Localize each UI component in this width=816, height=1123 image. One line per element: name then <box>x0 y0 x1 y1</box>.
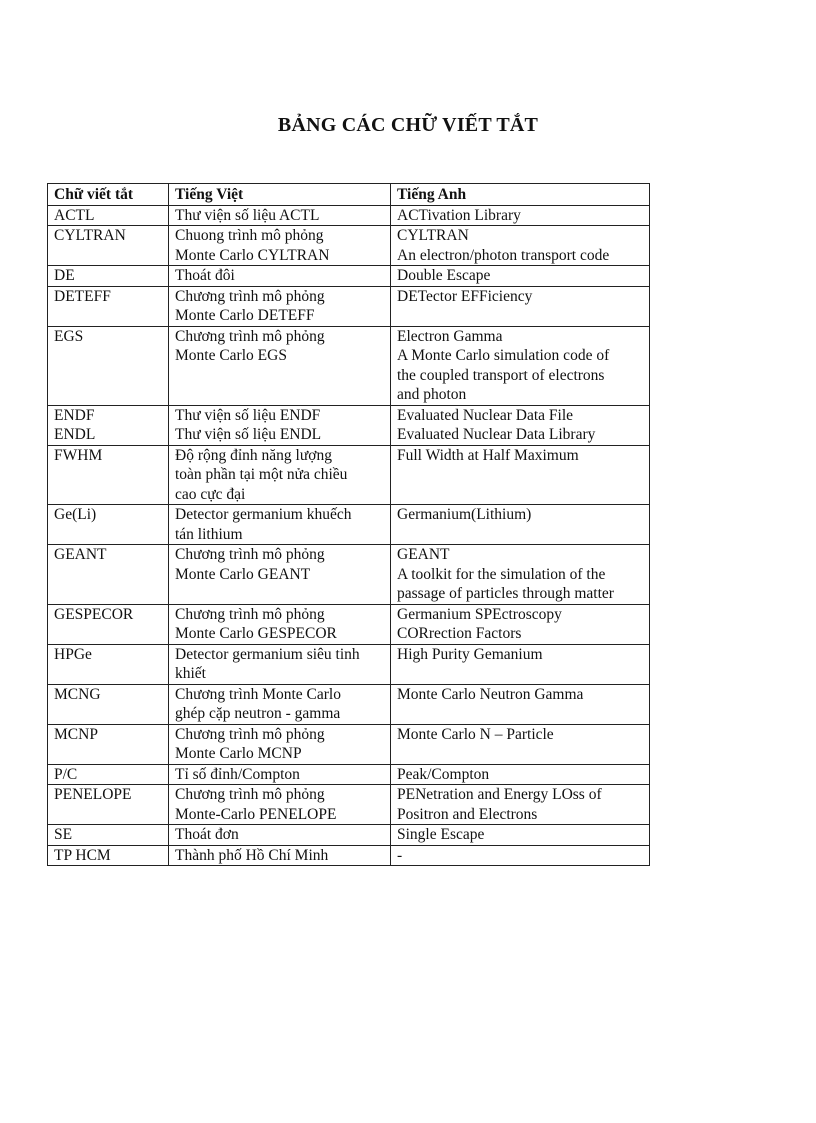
cell-text-line: TP HCM <box>54 846 111 864</box>
english-cell <box>391 286 650 326</box>
table-row <box>48 205 650 226</box>
cell-text-line: khiết <box>175 665 206 682</box>
cell-text-line: MCNP <box>54 725 98 743</box>
english-cell <box>391 825 650 846</box>
abbreviation-cell <box>48 825 169 846</box>
cell-text-line: DETector EFFiciency <box>397 287 533 305</box>
header-english: Tiếng Anh <box>391 184 650 206</box>
cell-text-line: FWHM <box>54 446 103 464</box>
cell-text-line: Detector germanium khuếch <box>175 506 352 523</box>
cell-text-line: cao cực đại <box>175 485 246 503</box>
table-header-row <box>48 184 650 206</box>
cell-text-line: EGS <box>54 327 84 345</box>
abbreviation-cell <box>48 226 169 266</box>
cell-text-line: Monte Carlo CYLTRAN <box>175 246 330 264</box>
english-cell <box>391 724 650 764</box>
table-row <box>48 545 650 605</box>
cell-text-line: P/C <box>54 765 78 783</box>
table-row <box>48 785 650 825</box>
english-cell <box>391 644 650 684</box>
cell-text-line: Chuong trình mô phỏng <box>175 227 324 244</box>
vietnamese-cell <box>169 845 391 866</box>
cell-text-line: Single Escape <box>397 826 485 843</box>
english-cell <box>391 764 650 785</box>
cell-text-line: SE <box>54 826 73 843</box>
cell-text-line: the coupled transport of electrons <box>397 366 605 384</box>
english-cell <box>391 226 650 266</box>
cell-text-line: Thành phố Hồ Chí Minh <box>175 846 329 864</box>
abbreviation-cell <box>48 604 169 644</box>
vietnamese-cell <box>169 644 391 684</box>
abbreviation-cell <box>48 545 169 605</box>
cell-text-line: Chương trình mô phỏng <box>175 786 325 803</box>
cell-text-line: Electron Gamma <box>397 327 503 345</box>
abbreviation-cell <box>48 684 169 724</box>
cell-text-line: Full Width at Half Maximum <box>397 446 579 464</box>
english-cell <box>391 445 650 505</box>
cell-text-line: passage of particles through matter <box>397 585 614 602</box>
cell-text-line: tán lithium <box>175 525 243 543</box>
cell-text-line: ACTivation Library <box>397 206 521 224</box>
table-row <box>48 405 650 445</box>
cell-text-line: Chương trình mô phỏng <box>175 725 325 743</box>
vietnamese-cell <box>169 405 391 445</box>
english-cell <box>391 684 650 724</box>
cell-text-line: Thoát đơn <box>175 826 239 843</box>
page-title: BẢNG CÁC CHỮ VIẾT TẮT <box>277 114 539 136</box>
cell-text-line: PENetration and Energy LOss of <box>397 786 602 803</box>
abbreviation-cell <box>48 326 169 405</box>
cell-text-line: Evaluated Nuclear Data File <box>397 406 574 424</box>
cell-text-line: ENDL <box>54 426 96 443</box>
english-cell <box>391 604 650 644</box>
cell-text-line: CORrection Factors <box>397 625 522 642</box>
table-row <box>48 445 650 505</box>
table-row <box>48 764 650 785</box>
vietnamese-cell <box>169 545 391 605</box>
table-row <box>48 505 650 545</box>
cell-text-line: Evaluated Nuclear Data Library <box>397 426 596 443</box>
table-row <box>48 226 650 266</box>
cell-text-line: MCNG <box>54 685 101 703</box>
cell-text-line: Chương trình Monte Carlo <box>175 685 341 703</box>
cell-text-line: Ge(Li) <box>54 506 97 523</box>
vietnamese-cell <box>169 724 391 764</box>
cell-text-line: An electron/photon transport code <box>397 246 610 264</box>
cell-text-line: Positron and Electrons <box>397 805 538 823</box>
table-body <box>48 205 650 866</box>
abbreviation-cell <box>48 785 169 825</box>
cell-text-line: GEANT <box>397 546 450 563</box>
abbreviation-cell <box>48 845 169 866</box>
cell-text-line: Thư viện số liệu ENDL <box>175 426 322 443</box>
cell-text-line: and photon <box>397 386 467 403</box>
vietnamese-cell <box>169 505 391 545</box>
english-cell <box>391 266 650 287</box>
english-cell <box>391 505 650 545</box>
cell-text-line: A toolkit for the simulation of the <box>397 565 606 583</box>
abbreviation-cell <box>48 205 169 226</box>
cell-text-line: Chương trình mô phỏng <box>175 327 325 345</box>
cell-text-line: Chương trình mô phỏng <box>175 605 325 623</box>
vietnamese-cell <box>169 226 391 266</box>
cell-text-line: DE <box>54 267 75 284</box>
abbreviation-cell <box>48 505 169 545</box>
vietnamese-cell <box>169 764 391 785</box>
vietnamese-cell <box>169 445 391 505</box>
cell-text-line: Monte-Carlo PENELOPE <box>175 805 337 823</box>
vietnamese-cell <box>169 266 391 287</box>
cell-text-line: Detector germanium siêu tinh <box>175 645 360 663</box>
cell-text-line: Peak/Compton <box>397 765 490 783</box>
table-row <box>48 604 650 644</box>
cell-text-line: GEANT <box>54 546 107 563</box>
vietnamese-cell <box>169 604 391 644</box>
cell-text-line: Thoát đôi <box>175 267 235 284</box>
abbreviation-cell <box>48 644 169 684</box>
cell-text-line: ACTL <box>54 206 95 224</box>
cell-text-line: Monte Carlo GESPECOR <box>175 625 337 642</box>
cell-text-line: Monte Carlo Neutron Gamma <box>397 685 584 703</box>
cell-text-line: - <box>397 846 403 864</box>
english-cell <box>391 845 650 866</box>
abbreviations-table <box>47 183 650 866</box>
cell-text-line: Monte Carlo EGS <box>175 347 287 364</box>
cell-text-line: A Monte Carlo simulation code of <box>397 347 610 364</box>
abbreviation-cell <box>48 286 169 326</box>
cell-text-line: Monte Carlo DETEFF <box>175 307 315 324</box>
vietnamese-cell <box>169 286 391 326</box>
cell-text-line: GESPECOR <box>54 605 134 623</box>
abbreviation-cell <box>48 764 169 785</box>
cell-text-line: Độ rộng đỉnh năng lượng <box>175 446 332 464</box>
english-cell <box>391 205 650 226</box>
table-row <box>48 286 650 326</box>
table-row <box>48 825 650 846</box>
cell-text-line: Chương trình mô phỏng <box>175 546 325 563</box>
cell-text-line: Double Escape <box>397 267 491 284</box>
header-vietnamese: Tiếng Việt <box>169 184 391 206</box>
cell-text-line: High Purity Gemanium <box>397 645 543 663</box>
english-cell <box>391 785 650 825</box>
cell-text-line: HPGe <box>54 645 92 663</box>
table-row <box>48 684 650 724</box>
table-row <box>48 644 650 684</box>
cell-text-line: CYLTRAN <box>54 227 126 244</box>
cell-text-line: Monte Carlo MCNP <box>175 745 302 762</box>
cell-text-line: PENELOPE <box>54 786 132 803</box>
cell-text-line: Tỉ số đỉnh/Compton <box>175 765 300 783</box>
cell-text-line: ghép cặp neutron - gamma <box>175 705 341 722</box>
abbreviation-cell <box>48 405 169 445</box>
header-abbreviation: Chữ viết tắt <box>48 184 169 206</box>
cell-text-line: Thư viện số liệu ACTL <box>175 206 320 224</box>
table-row <box>48 326 650 405</box>
vietnamese-cell <box>169 825 391 846</box>
table-row <box>48 724 650 764</box>
cell-text-line: ENDF <box>54 406 95 424</box>
vietnamese-cell <box>169 684 391 724</box>
cell-text-line: Germanium SPEctroscopy <box>397 605 562 623</box>
abbreviation-cell <box>48 445 169 505</box>
cell-text-line: Monte Carlo N – Particle <box>397 725 554 743</box>
vietnamese-cell <box>169 785 391 825</box>
table-row <box>48 266 650 287</box>
cell-text-line: Chương trình mô phỏng <box>175 287 325 305</box>
cell-text-line: DETEFF <box>54 287 111 305</box>
vietnamese-cell <box>169 326 391 405</box>
cell-text-line: Germanium(Lithium) <box>397 506 532 523</box>
cell-text-line: Thư viện số liệu ENDF <box>175 406 321 424</box>
cell-text-line: CYLTRAN <box>397 227 469 244</box>
abbreviation-cell <box>48 724 169 764</box>
vietnamese-cell <box>169 205 391 226</box>
english-cell <box>391 326 650 405</box>
cell-text-line: Monte Carlo GEANT <box>175 565 311 583</box>
cell-text-line: toàn phần tại một nửa chiều <box>175 466 348 483</box>
abbreviation-cell <box>48 266 169 287</box>
english-cell <box>391 405 650 445</box>
table-row <box>48 845 650 866</box>
english-cell <box>391 545 650 605</box>
